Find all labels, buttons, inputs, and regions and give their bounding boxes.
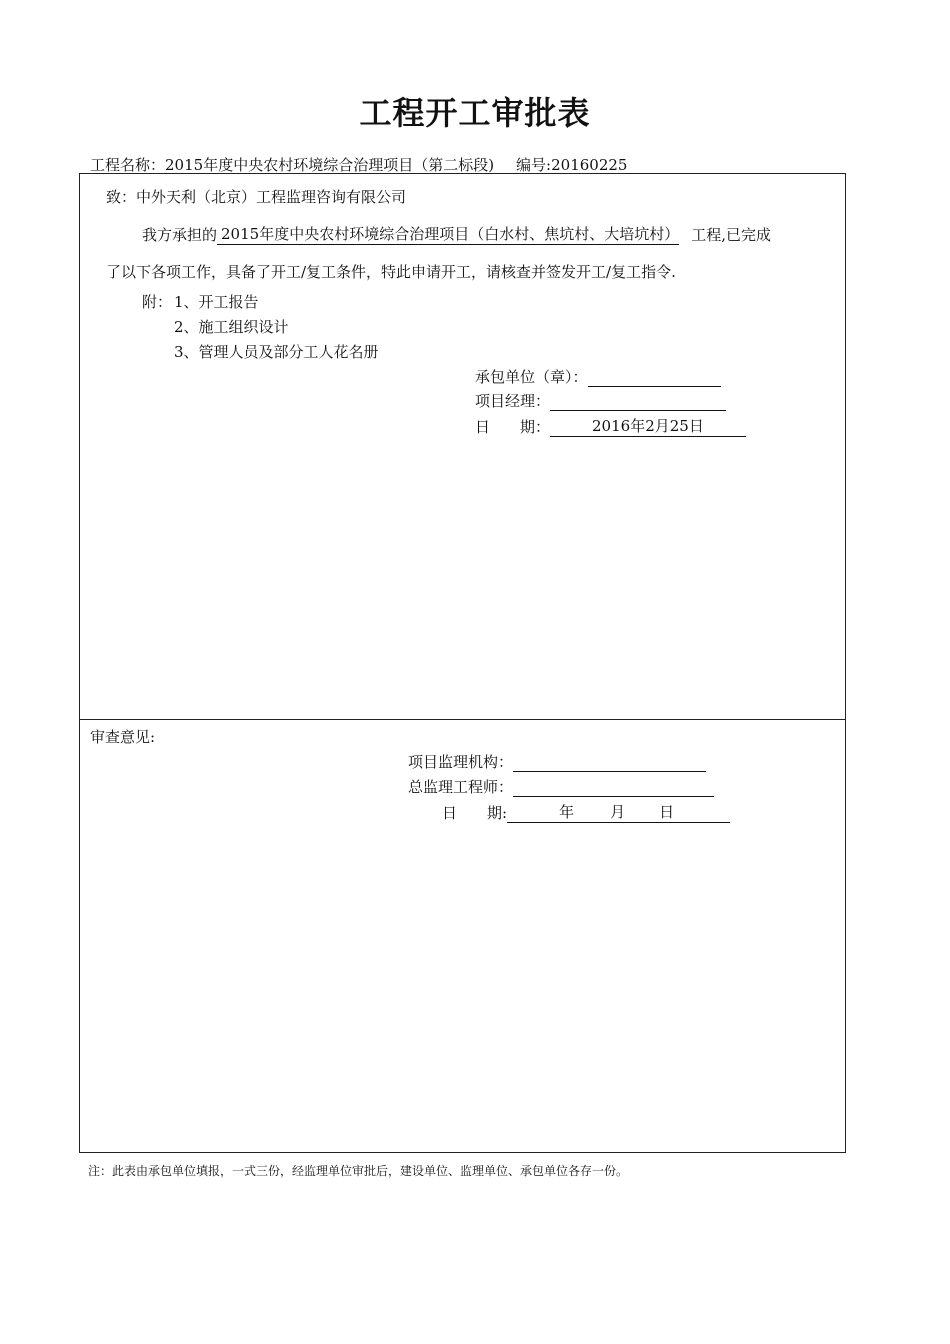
contractor-signature-line	[588, 368, 721, 387]
application-date-row	[475, 415, 746, 437]
footnote: 注：此表由承包单位填报，一式三份，经监理单位审批后，建设单位、监理单位、承包单位各存一份。	[88, 1164, 629, 1178]
application-paragraph-line-1	[142, 223, 771, 245]
application-date-value: 2016年2月25日	[550, 415, 746, 437]
supervision-org-row	[408, 751, 706, 772]
chief-engineer-signature-line	[513, 778, 714, 797]
application-paragraph-line-2: 了以下各项工作，具备了开工/复工条件，特此申请开工，请核查并签发开工/复工指令.	[106, 263, 676, 281]
section-divider	[79, 719, 846, 720]
review-opinion-label: 审查意见:	[90, 728, 156, 746]
project-label: 工程名称：	[90, 156, 166, 174]
supervision-org-signature-line	[513, 753, 706, 772]
supervision-org-label: 项目监理机构：	[408, 753, 514, 771]
manager-row	[475, 390, 726, 411]
attachments-label: 附：	[142, 293, 173, 311]
review-date-row	[442, 801, 730, 823]
header-line	[90, 154, 627, 175]
chief-engineer-label: 总监理工程师：	[408, 778, 514, 796]
review-date-fill-line	[507, 801, 730, 823]
attachment-item: 2、施工组织设计	[174, 318, 289, 336]
to-org: 中外天利（北京）工程监理咨询有限公司	[136, 188, 407, 206]
to-label: 致：	[106, 188, 137, 206]
chief-engineer-row	[408, 776, 714, 797]
application-date-label: 日 期：	[475, 418, 551, 436]
manager-signature-line	[550, 392, 726, 411]
review-year-label: 年	[559, 803, 575, 821]
addressee-line	[106, 186, 406, 207]
page-title: 工程开工审批表	[359, 94, 591, 132]
para-prefix: 我方承担的	[142, 226, 218, 244]
code-label: 编号:	[516, 156, 552, 174]
contractor-row	[475, 366, 721, 387]
review-date-label: 日 期:	[442, 804, 508, 822]
contractor-label: 承包单位（章）：	[475, 368, 588, 386]
para-project: 2015年度中央农村环境综合治理项目（白水村、焦坑村、大培坑村）	[217, 223, 679, 245]
attachment-item: 1、开工报告	[174, 293, 259, 311]
project-name: 2015年度中央农村环境综合治理项目（第二标段)	[165, 156, 495, 174]
review-day-label: 日	[659, 803, 675, 821]
review-month-label: 月	[610, 803, 626, 821]
code-value: 20160225	[551, 156, 628, 174]
manager-label: 项目经理：	[475, 392, 551, 410]
para-mid: 工程,已完成	[691, 226, 771, 244]
attachment-item: 3、管理人员及部分工人花名册	[174, 343, 379, 361]
